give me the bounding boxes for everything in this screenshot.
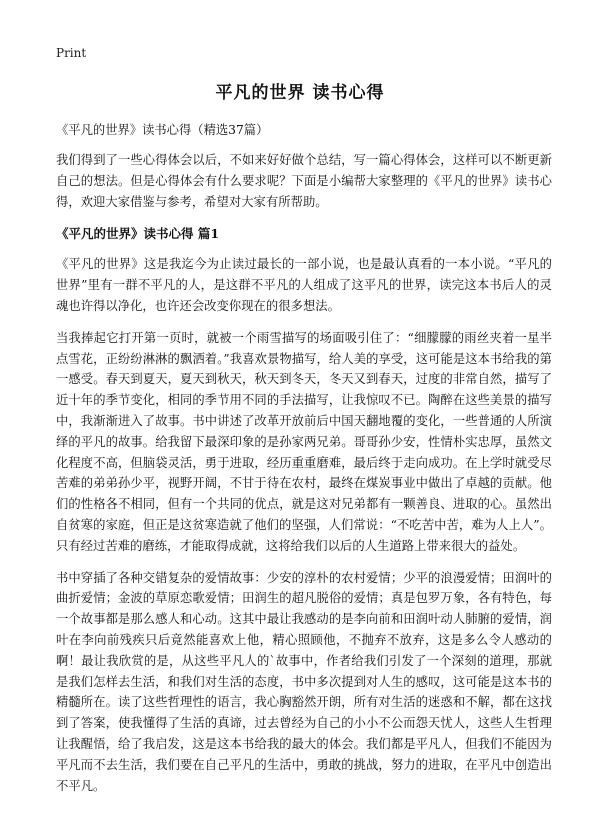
- document-body: [56, 120, 552, 807]
- intro-paragraph: 我们得到了一些心得体会以后，不如来好好做个总结，写一篇心得体会，这样可以不断更新自己的想法。但是心得体会有什么要求呢？下面是小编帮大家整理的《平凡的世界》读书心得，欢迎大家借鉴与参考，希望对大家有所帮助。: [56, 153, 552, 209]
- section-paragraph-2: 当我捧起它打开第一页时，就被一个雨雪描写的场面吸引住了：“细朦朦的雨丝夹着一星半点雪花，正纷纷淋淋的飘洒着。”我喜欢景物描写，给人美的享受，这可能是这本书给我的第一感受。春天到夏天，夏天到秋天，秋天到冬天，冬天又到春天，过度的非常自然，描写了近十年的季节变化，相同的季节用不同的手法描写，让我惊叹不已。陶醉在这些美景的描写中，我渐渐进入了故事。书中讲述了改革开放前后中国天翻地覆的变化，一些普通的人所演绎的平凡的故事。给我留下最深印象的是孙家两兄弟。哥哥孙少安，性情朴实忠厚，虽然文化程度不高，但脑袋灵活，勇于进取，经历重重磨难，最后终于走向成功。在上学时就受尽苦难的弟弟孙少平，视野开阔，不甘于待在农村，最终在煤炭事业中做出了卓越的贡献。他们的性格各不相同，但有一个共同的优点，就是这对兄弟都有一颗善良、进取的心。虽然出自贫寒的家庭，但正是这贫寒造就了他们的坚强，人们常说：“不吃苦中苦，难为人上人”。只有经过苦难的磨练，才能取得成就，这将给我们以后的人生道路上带来很大的益处。: [56, 330, 552, 553]
- print-link[interactable]: Print: [56, 46, 87, 60]
- section-paragraph-3: 书中穿插了各种交错复杂的爱情故事：少安的淳朴的农村爱情；少平的浪漫爱情；田润叶的曲折爱情；金波的草原恋歌爱情；田润生的超凡脱俗的爱情；真是包罗万象，各有特色，每一个故事都是那么感人和心动。这其中最让我感动的是李向前和田润叶动人肺腑的爱情，润叶在李向前残疾只后竟然能喜欢上他，精心照顾他，不抛弃不放弃，这是多么令人感动的啊！最让我欣赏的是，从这些平凡人的`故事中，作者给我们引发了一个深刻的道理，那就是我们怎样去生活，和我们对生活的态度，书中多次提到对人生的感叹，这可能是这本书的精髓所在。读了这些哲理性的语言，我心胸豁然开朗，所有对生活的迷惑和不解，都在这找到了答案，使我懂得了生活的真谛，过去曾经为自己的小小不公而怨天忧人，这些人生哲理让我醒悟，给了我启发，这是这本书给我的最大的体会。我们都是平凡人，但我们不能因为平凡而不去生活，我们要在自己平凡的生活中，勇敢的挑战，努力的进取，在平凡中创造出不平凡。: [56, 570, 552, 793]
- document-subtitle: 《平凡的世界》读书心得（精选37篇）: [56, 123, 269, 137]
- section-heading: 《平凡的世界》读书心得 篇1: [56, 226, 220, 242]
- page-title: 平凡的世界 读书心得: [215, 83, 385, 103]
- section-paragraph-1: 《平凡的世界》这是我迄今为止读过最长的一部小说，也是最认真看的一本小说。“平凡的世界”里有一群不平凡的人，是这群不平凡的人组成了这平凡的世界，读完这本书后人的灵魂也许得以净化，也许还会改变你现在的很多想法。: [56, 257, 552, 313]
